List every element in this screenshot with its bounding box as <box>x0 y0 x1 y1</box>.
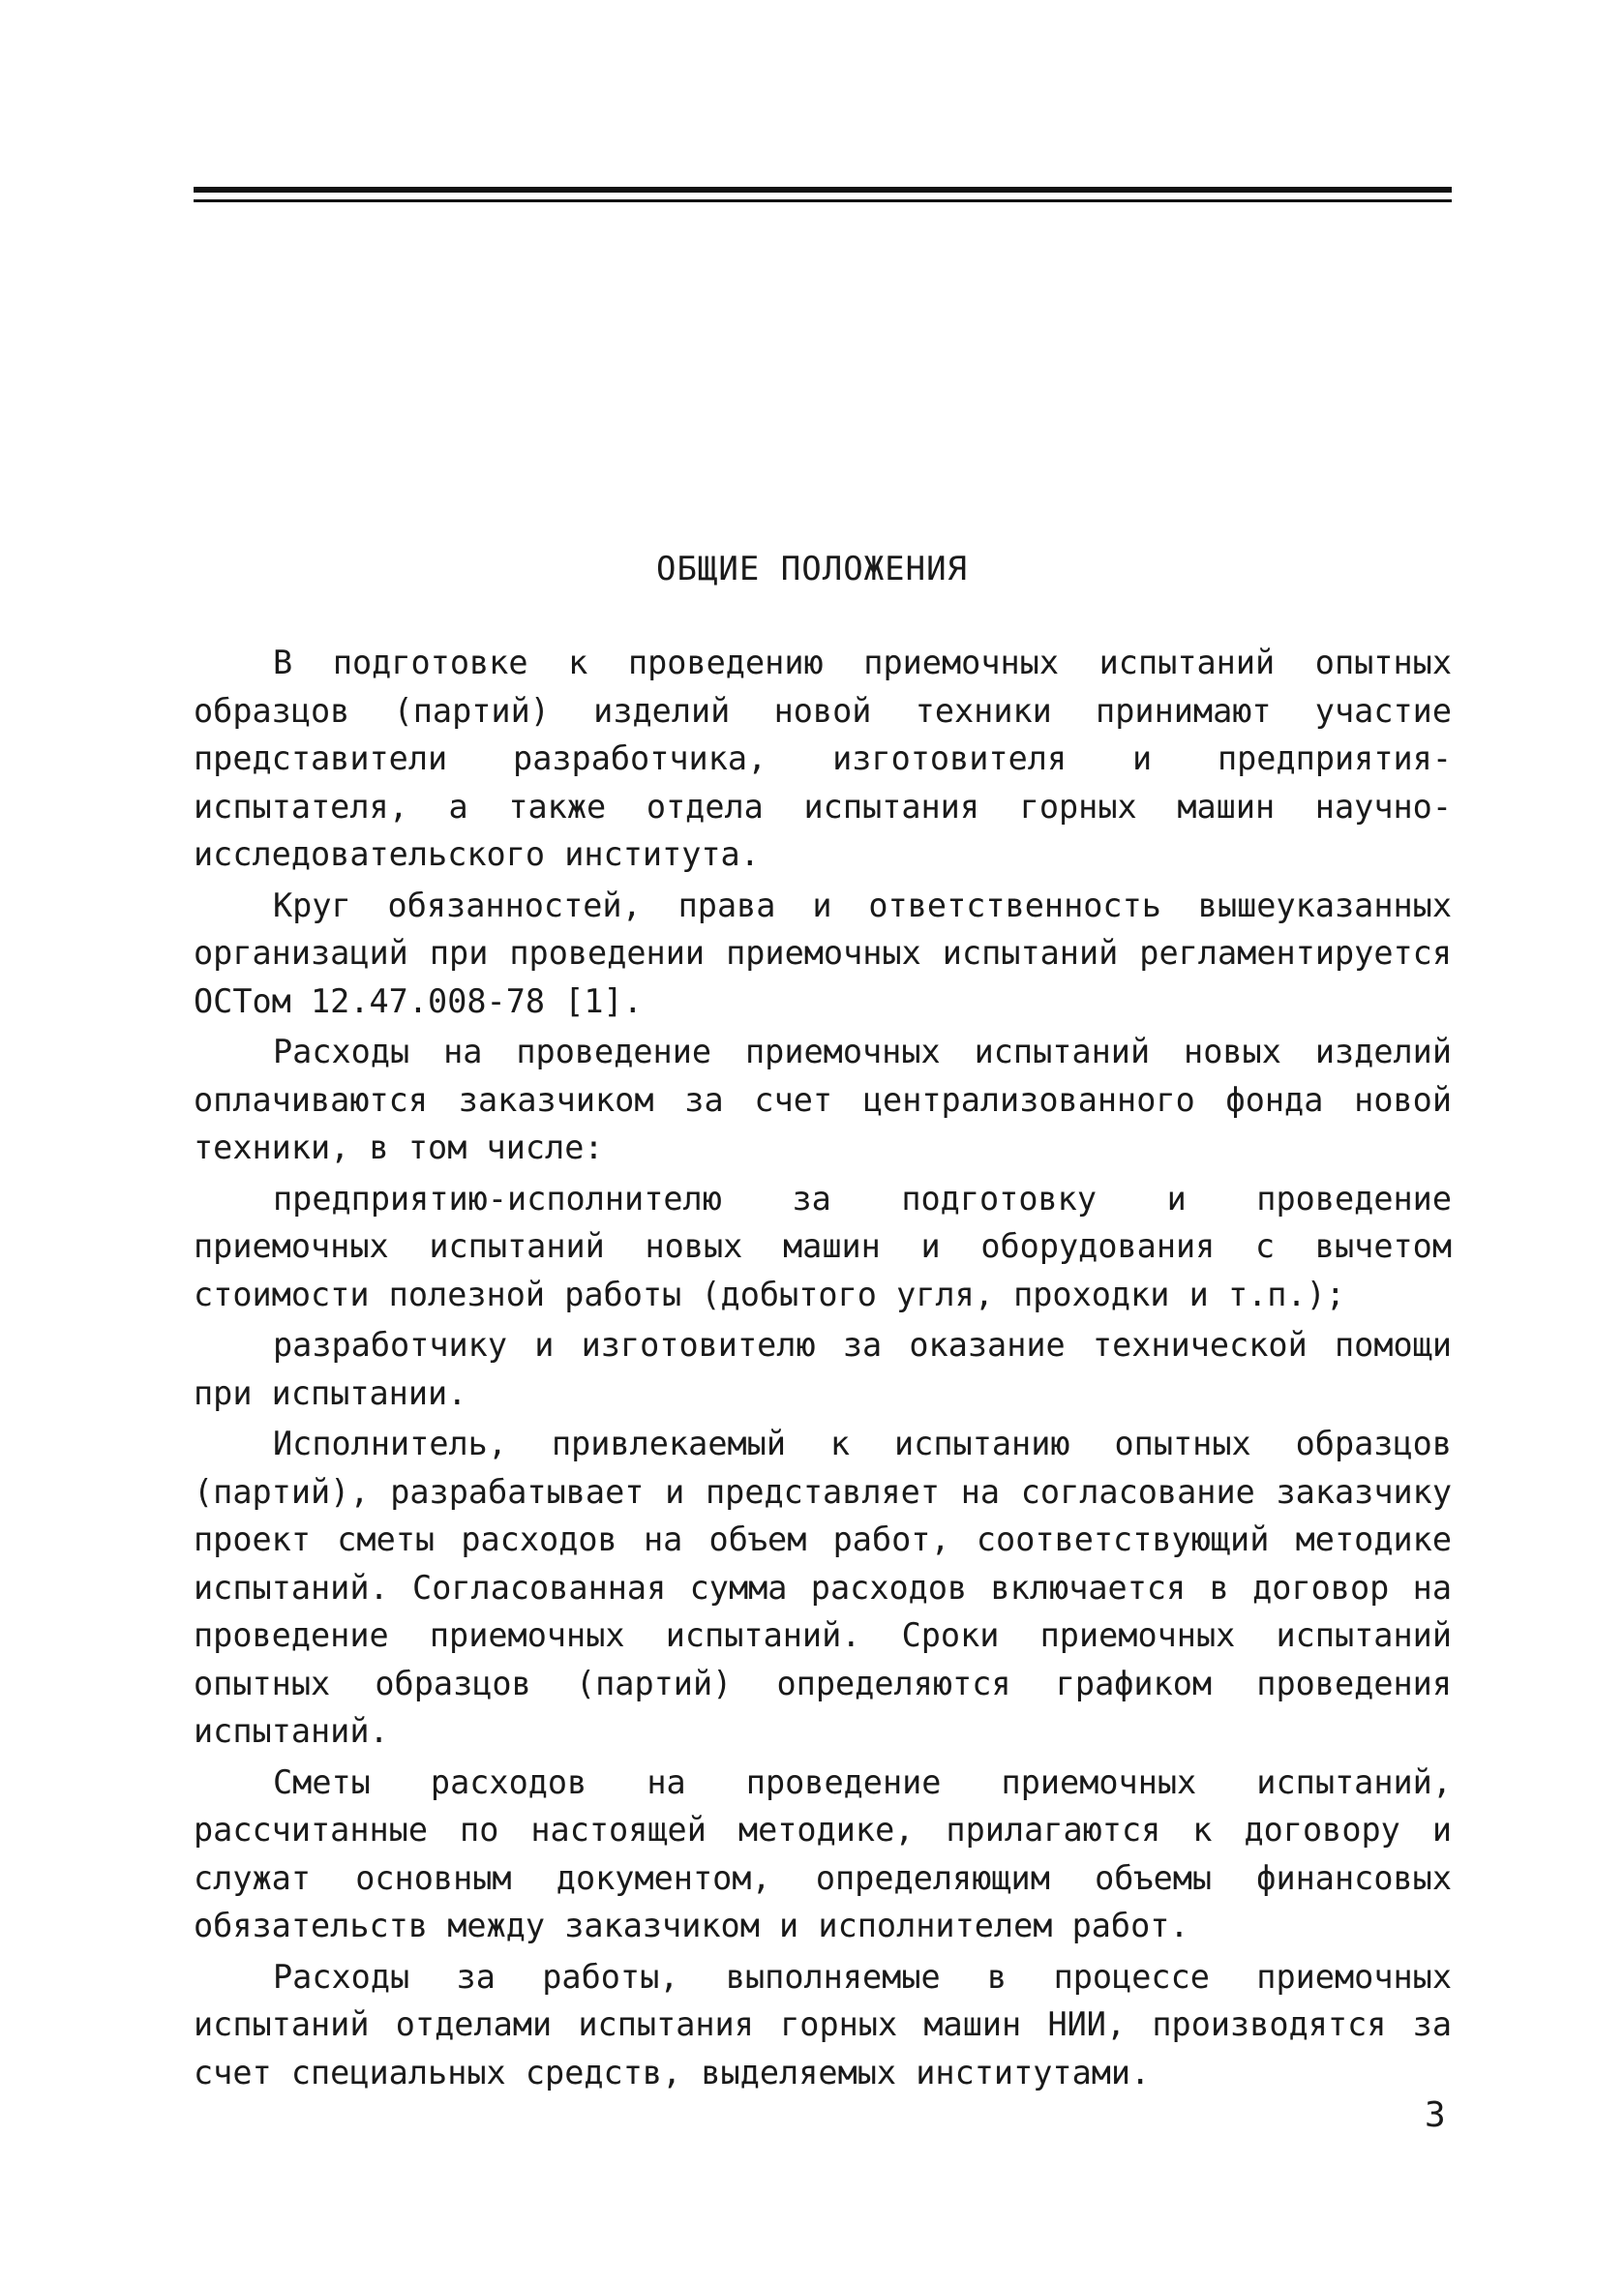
paragraph: Расходы за работы, выполняемые в процессе приемочных испытаний отделами испытания горных машин НИИ, производятся за счет специальных средств, выделяемых институтами. <box>194 1957 1452 2091</box>
paragraph: предприятию-исполнителю за подготовку и проведение приемочных испытаний новых машин и оборудования с вычетом стоимости полезной работы (добытого угля, проходки и т.п.); <box>194 1179 1452 1313</box>
paragraph: Круг обязанностей, права и ответственность вышеуказанных организаций при проведении приемочных испытаний регламентируется ОСТом 12.47.008-78 [1]. <box>194 886 1452 1020</box>
header-rule-thin <box>194 199 1452 202</box>
body-text <box>194 639 1452 2099</box>
section-heading: ОБЩИЕ ПОЛОЖЕНИЯ <box>655 550 969 588</box>
paragraph: разработчику и изготовителю за оказание технической помощи при испытании. <box>194 1326 1452 1412</box>
paragraph: Сметы расходов на проведение приемочных испытаний, рассчитанные по настоящей методике, прилагаются к договору и служат основным документом, определяющим объемы финансовых обязательств между заказчиком и исполнителем работ. <box>194 1762 1452 1944</box>
paragraph: Расходы на проведение приемочных испытаний новых изделий оплачиваются заказчиком за счет централизованного фонда новой техники, в том числе: <box>194 1033 1452 1166</box>
paragraph: В подготовке к проведению приемочных испытаний опытных образцов (партий) изделий новой техники принимают участие представители разработчика, изготовителя и предприятия-испытателя, а также отдела испытания горных машин научно-исследовательского института. <box>194 644 1452 873</box>
paragraph: Исполнитель, привлекаемый к испытанию опытных образцов (партий), разрабатывает и представляет на согласование заказчику проект сметы расходов на объем работ, соответствующий методике испытаний. Согласованная сумма расходов включается в договор на проведение приемочных испытаний. Сроки приемочных испытаний опытных образцов (партий) определяются графиком проведения испытаний. <box>194 1425 1452 1750</box>
page-number: 3 <box>1425 2095 1446 2135</box>
header-rule-thick <box>194 187 1452 193</box>
